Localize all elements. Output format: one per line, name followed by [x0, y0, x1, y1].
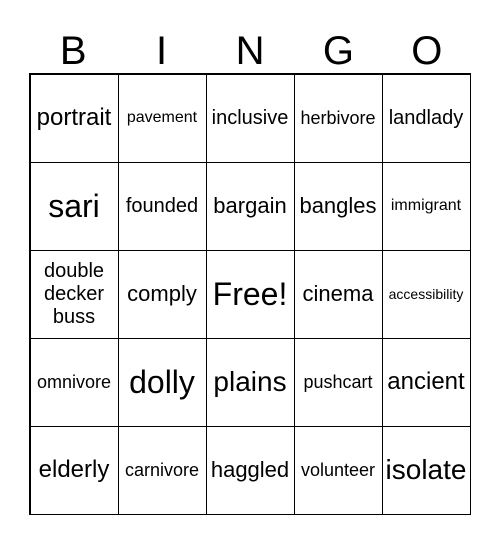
- bingo-cell: ancient: [382, 338, 471, 427]
- header-letter-g: G: [322, 29, 354, 73]
- header-letter-b: B: [59, 29, 87, 73]
- bingo-cell: bargain: [206, 162, 295, 251]
- bingo-cell: elderly: [30, 426, 119, 515]
- bingo-cell: inclusive: [206, 74, 295, 163]
- bingo-cell: comply: [118, 250, 207, 339]
- bingo-cell: landlady: [382, 74, 471, 163]
- bingo-cell: haggled: [206, 426, 295, 515]
- bingo-cell: cinema: [294, 250, 383, 339]
- bingo-cell: isolate: [382, 426, 471, 515]
- bingo-cell: volunteer: [294, 426, 383, 515]
- header-letter-n: N: [235, 29, 265, 73]
- header-letter-o: O: [411, 29, 443, 73]
- bingo-cell: omnivore: [30, 338, 119, 427]
- free-space-cell: Free!: [206, 250, 295, 339]
- header-letter-i: I: [156, 29, 168, 73]
- bingo-cell: dolly: [118, 338, 207, 427]
- bingo-cell: portrait: [30, 74, 119, 163]
- bingo-cell: pavement: [118, 74, 207, 163]
- bingo-cell: accessibility: [382, 250, 471, 339]
- bingo-cell: immigrant: [382, 162, 471, 251]
- bingo-cell: pushcart: [294, 338, 383, 427]
- bingo-cell: sari: [30, 162, 119, 251]
- bingo-cell: bangles: [294, 162, 383, 251]
- bingo-cell: plains: [206, 338, 295, 427]
- bingo-grid: [29, 73, 471, 515]
- bingo-header: [29, 28, 471, 74]
- bingo-cell: founded: [118, 162, 207, 251]
- bingo-cell: herbivore: [294, 74, 383, 163]
- bingo-cell: double decker buss: [30, 250, 119, 339]
- bingo-cell: carnivore: [118, 426, 207, 515]
